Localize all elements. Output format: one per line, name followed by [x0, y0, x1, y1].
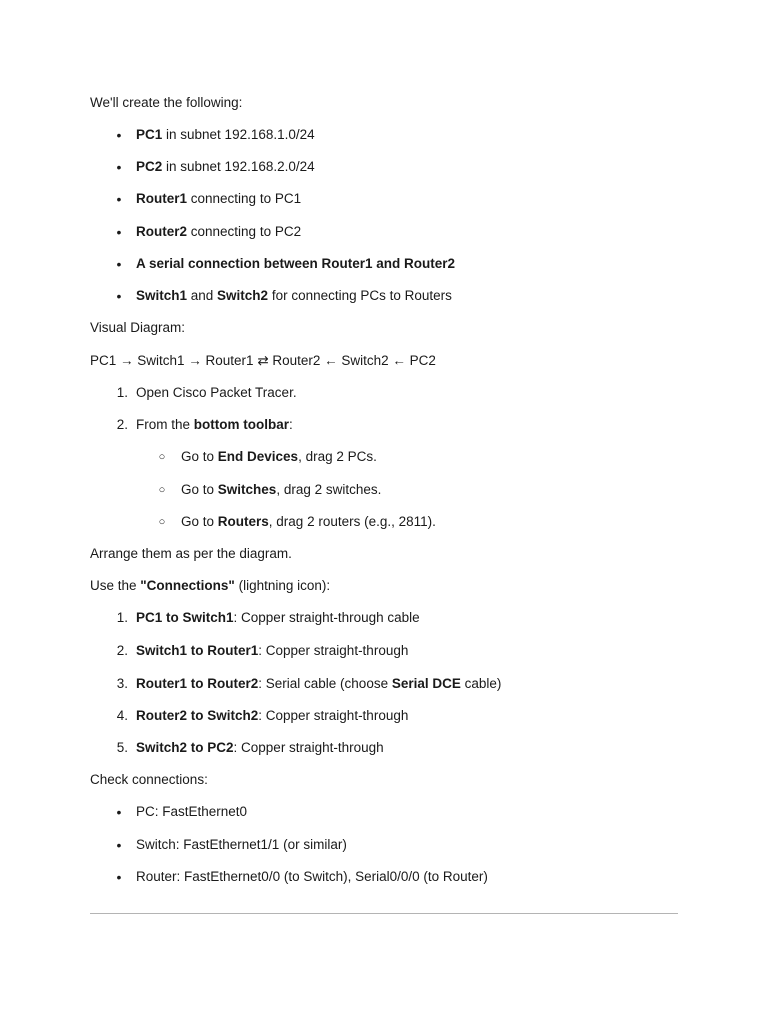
list-item-text: connecting to PC1 — [187, 191, 302, 206]
bold-term: Switches — [217, 482, 277, 497]
bullet-marker: • — [116, 837, 122, 853]
list-item-text: : Serial cable (choose — [258, 676, 392, 691]
topology-diagram-text: PC1 → Switch1 → Router1 ⇄ Router2 ← Switch2 ← PC2 — [90, 353, 436, 368]
list-number: 2. — [116, 417, 128, 432]
list-item-text: cable) — [460, 676, 502, 691]
list-number: 1. — [116, 385, 128, 400]
list-item-text: : Copper straight-through cable — [233, 610, 420, 625]
bold-term: End Devices — [217, 449, 299, 464]
list-item-text: Go to — [181, 449, 218, 464]
bold-term: Switch2 — [217, 288, 269, 303]
list-item-text: Router: FastEthernet0/0 (to Switch), Serial0/0/0 (to Router) — [136, 869, 488, 884]
bold-term: Router1 to Router2 — [136, 676, 259, 691]
list-item-text: in subnet 192.168.1.0/24 — [162, 127, 315, 142]
bold-term: PC1 — [136, 127, 163, 142]
bold-term: Switch1 — [136, 288, 188, 303]
list-item-text: Go to — [181, 482, 218, 497]
paragraph-text: Use the — [90, 578, 141, 593]
list-item-text: Switch: FastEthernet1/1 (or similar) — [136, 837, 347, 852]
bullet-marker: • — [116, 224, 122, 240]
bold-term: Serial DCE — [391, 676, 461, 691]
bullet-marker: • — [116, 191, 122, 207]
horizontal-rule — [90, 913, 678, 914]
bullet-marker: • — [116, 127, 122, 143]
list-number: 5. — [116, 740, 128, 755]
list-item-text: Open Cisco Packet Tracer. — [136, 385, 297, 400]
bold-term: PC2 — [136, 159, 163, 174]
bullet-marker: • — [116, 159, 122, 175]
bold-term: Switch1 to Router1 — [136, 643, 259, 658]
list-item-text: connecting to PC2 — [187, 224, 302, 239]
bullet-marker: • — [116, 804, 122, 820]
bold-term: Router2 — [136, 224, 188, 239]
check-connections-label: Check connections: — [90, 772, 208, 787]
list-item-text: , drag 2 PCs. — [298, 449, 377, 464]
bold-term: Router2 to Switch2 — [136, 708, 259, 723]
list-item-text: , drag 2 routers (e.g., 2811). — [268, 514, 436, 529]
circle-bullet-marker: ○ — [158, 484, 166, 496]
list-item-text: : — [289, 417, 293, 432]
list-number: 3. — [116, 676, 128, 691]
list-item-text: : Copper straight-through — [233, 740, 384, 755]
list-item-text: : Copper straight-through — [258, 643, 409, 658]
bold-term: Router1 — [136, 191, 188, 206]
list-item-text: : Copper straight-through — [258, 708, 409, 723]
bullet-marker: • — [116, 256, 122, 272]
bold-term: Routers — [217, 514, 269, 529]
paragraph-text: (lightning icon): — [234, 578, 331, 593]
list-item-text: in subnet 192.168.2.0/24 — [162, 159, 315, 174]
circle-bullet-marker: ○ — [158, 451, 166, 463]
bold-term: Switch2 to PC2 — [136, 740, 234, 755]
visual-diagram-label: Visual Diagram: — [90, 320, 186, 335]
list-number: 2. — [116, 643, 128, 658]
bullet-marker: • — [116, 869, 122, 885]
bold-term: bottom toolbar — [193, 417, 289, 432]
list-item-text: for connecting PCs to Routers — [268, 288, 452, 303]
connections-intro — [90, 577, 330, 595]
list-item-text: From the — [136, 417, 194, 432]
bold-term: A serial connection between Router1 and Router2 — [136, 256, 456, 271]
intro-paragraph: We'll create the following: — [90, 95, 243, 110]
bold-term: "Connections" — [140, 578, 235, 593]
arrange-paragraph: Arrange them as per the diagram. — [90, 546, 292, 561]
list-item-text: Go to — [181, 514, 218, 529]
list-number: 4. — [116, 708, 128, 723]
list-number: 1. — [116, 610, 128, 625]
list-item-text: , drag 2 switches. — [276, 482, 382, 497]
bold-term: PC1 to Switch1 — [136, 610, 234, 625]
list-item-text: and — [187, 288, 218, 303]
circle-bullet-marker: ○ — [158, 516, 166, 528]
list-item-text: PC: FastEthernet0 — [136, 804, 248, 819]
bullet-marker: • — [116, 288, 122, 304]
